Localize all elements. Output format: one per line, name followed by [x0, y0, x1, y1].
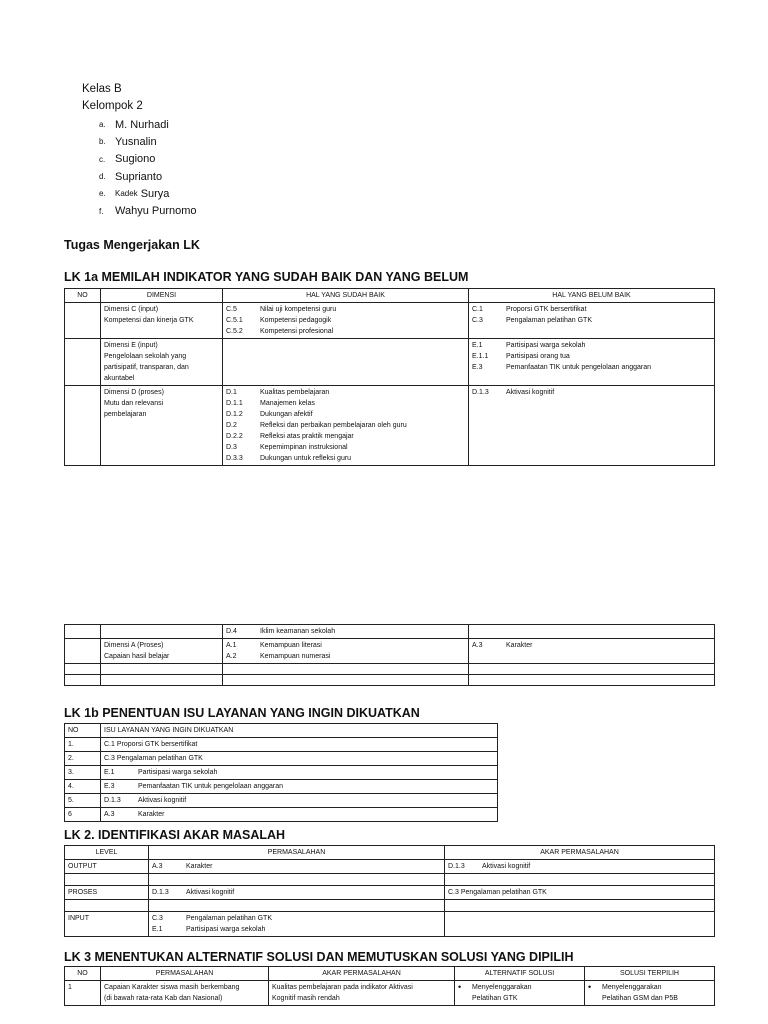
lk1b-table — [64, 723, 498, 822]
no-cell: 5. — [65, 794, 101, 808]
permasalahan-cell — [149, 886, 445, 900]
level-cell: OUTPUT — [65, 860, 149, 874]
dimensi-line: Dimensi D (proses) — [104, 389, 164, 396]
table-row — [65, 766, 498, 780]
kelas-label: Kelas B — [82, 83, 122, 95]
indicator-text: Aktivasi kognitif — [506, 389, 555, 396]
no-cell: 1. — [65, 738, 101, 752]
lk1a-title: LK 1a MEMILAH INDIKATOR YANG SUDAH BAIK DAN YANG BELUM — [64, 270, 469, 284]
indicator-code: E.1.1 — [472, 353, 489, 360]
level-cell: INPUT — [65, 912, 149, 937]
tugas-heading: Tugas Mengerjakan LK — [64, 238, 200, 252]
indicator-text: Proporsi GTK bersertifikat — [506, 306, 587, 313]
table-row — [65, 912, 715, 937]
indicator-line — [226, 420, 465, 431]
indicator-text: Refleksi dan perbaikan pembelajaran oleh guru — [260, 422, 407, 429]
isu-line — [104, 795, 494, 806]
empty-cell — [223, 675, 469, 686]
indicator-code: C.5.2 — [226, 328, 243, 335]
table-row — [65, 752, 498, 766]
cell-line: Kualitas pembelajaran pada indikator Aktivasi — [272, 984, 413, 991]
column-header: HAL YANG SUDAH BAIK — [223, 289, 469, 303]
akar-cell — [269, 981, 455, 1006]
indicator-code: E.1 — [152, 926, 163, 933]
cell-line: Pelatihan GSM dan P5B — [602, 995, 678, 1002]
table-row — [65, 738, 498, 752]
member-letter: f. — [99, 206, 104, 216]
indicator-code: D.2 — [226, 422, 237, 429]
indicator-text: Kompetensi profesional — [260, 328, 334, 335]
indicator-code: D.4 — [226, 628, 237, 635]
belum-baik-cell — [469, 625, 715, 639]
column-header: AKAR PERMASALAHAN — [269, 967, 455, 981]
sudah-baik-cell — [223, 303, 469, 339]
dimensi-line: Capaian hasil belajar — [104, 653, 170, 660]
empty-row — [65, 675, 715, 686]
belum-baik-cell — [469, 339, 715, 386]
indicator-line — [226, 431, 465, 442]
indicator-text: Refleksi atas praktik mengajar — [260, 433, 354, 440]
column-header: SOLUSI TERPILIH — [585, 967, 715, 981]
column-header: ISU LAYANAN YANG INGIN DIKUATKAN — [101, 724, 498, 738]
bullet-text — [602, 982, 678, 1004]
empty-row — [65, 900, 715, 912]
indicator-text: Nilai uji kompetensi guru — [260, 306, 337, 313]
no-cell: 3. — [65, 766, 101, 780]
indicator-line — [152, 924, 441, 935]
member-letter: e. — [99, 189, 106, 199]
bullet-icon: • — [458, 982, 462, 992]
bullet-item — [458, 982, 581, 1004]
dimensi-cell — [101, 639, 223, 664]
indicator-text: Manajemen kelas — [260, 400, 315, 407]
no-cell: 1 — [65, 981, 101, 1006]
indicator-code: E.3 — [472, 364, 483, 371]
table-row — [65, 860, 715, 874]
indicator-text: Partisipasi warga sekolah — [138, 769, 218, 776]
cell-line: Capaian Karakter siswa masih berkembang — [104, 984, 240, 991]
empty-cell — [469, 664, 715, 675]
indicator-text: Aktivasi kognitif — [482, 863, 531, 870]
indicator-line — [226, 453, 465, 464]
permasalahan-cell — [149, 860, 445, 874]
bullet-item — [588, 982, 711, 1004]
indicator-line — [152, 913, 441, 924]
indicator-line — [226, 640, 465, 651]
isu-cell — [101, 794, 498, 808]
member-letter: c. — [99, 154, 106, 164]
no-cell: 4. — [65, 780, 101, 794]
indicator-code: D.1.2 — [226, 411, 243, 418]
cell-line: Pelatihan GTK — [472, 995, 518, 1002]
sudah-baik-cell — [223, 339, 469, 386]
indicator-text: Kepemimpinan instruksional — [260, 444, 348, 451]
indicator-code: C.1 — [472, 306, 483, 313]
column-header: PERMASALAHAN — [101, 967, 269, 981]
isu-line — [104, 781, 494, 792]
indicator-code: E.3 — [104, 783, 115, 790]
no-cell — [65, 639, 101, 664]
lk3-title: LK 3 MENENTUKAN ALTERNATIF SOLUSI DAN MEMUTUSKAN SOLUSI YANG DIPILIH — [64, 950, 574, 964]
column-header: PERMASALAHAN — [149, 846, 445, 860]
indicator-line — [226, 442, 465, 453]
member-letter: d. — [99, 172, 106, 182]
akar-cell — [445, 860, 715, 874]
table-row — [65, 780, 498, 794]
indicator-code: A.1 — [226, 642, 237, 649]
indicator-text: Partisipasi warga sekolah — [186, 926, 266, 933]
table-row — [65, 639, 715, 664]
indicator-text: Dukungan afektif — [260, 411, 313, 418]
dimensi-line: pembelajaran — [104, 411, 147, 418]
dimensi-cell — [101, 386, 223, 466]
indicator-line — [152, 861, 441, 872]
column-header: NO — [65, 289, 101, 303]
table-row — [65, 808, 498, 822]
indicator-code: E.1 — [472, 342, 483, 349]
indicator-text: C.3 Pengalaman pelatihan GTK — [104, 755, 203, 762]
empty-cell — [65, 874, 149, 886]
dimensi-line: Pengelolaan sekolah yang — [104, 353, 187, 360]
empty-cell — [101, 675, 223, 686]
indicator-text: Karakter — [506, 642, 533, 649]
no-cell — [65, 303, 101, 339]
isu-line — [104, 767, 494, 778]
indicator-code: D.1.3 — [152, 889, 169, 896]
indicator-text: Kemampuan numerasi — [260, 653, 331, 660]
belum-baik-cell — [469, 639, 715, 664]
indicator-line — [226, 626, 465, 637]
indicator-code: D.1.3 — [448, 863, 465, 870]
table-row — [65, 339, 715, 386]
dimensi-line: Dimensi E (input) — [104, 342, 158, 349]
indicator-text: C.1 Proporsi GTK bersertifikat — [104, 741, 198, 748]
isu-line — [104, 809, 494, 820]
indicator-text: Partisipasi warga sekolah — [506, 342, 586, 349]
indicator-text: Pemanfaatan TIK untuk pengelolaan anggaran — [138, 783, 284, 790]
member-name: M. Nurhadi — [115, 118, 169, 131]
column-header: HAL YANG BELUM BAIK — [469, 289, 715, 303]
sudah-baik-cell — [223, 625, 469, 639]
indicator-text: Kualitas pembelajaran — [260, 389, 330, 396]
indicator-code: D.2.2 — [226, 433, 243, 440]
indicator-text: Kemampuan literasi — [260, 642, 322, 649]
isu-cell — [101, 752, 498, 766]
indicator-code: A.3 — [104, 811, 115, 818]
indicator-code: C.3 — [152, 915, 163, 922]
dimensi-cell — [101, 625, 223, 639]
empty-cell — [65, 664, 101, 675]
empty-cell — [149, 900, 445, 912]
indicator-text: Aktivasi kognitif — [138, 797, 187, 804]
dimensi-line: Dimensi C (input) — [104, 306, 159, 313]
permasalahan-cell — [149, 912, 445, 937]
indicator-line — [472, 640, 711, 651]
sudah-baik-cell — [223, 386, 469, 466]
indicator-line — [472, 351, 711, 362]
dimensi-line: Kompetensi dan kinerja GTK — [104, 317, 194, 324]
indicator-code: D.1.3 — [104, 797, 121, 804]
no-cell: 6 — [65, 808, 101, 822]
table-row — [65, 886, 715, 900]
indicator-code: D.3.3 — [226, 455, 243, 462]
indicator-line — [226, 387, 465, 398]
indicator-code: D.1.3 — [472, 389, 489, 396]
kelompok-label: Kelompok 2 — [82, 100, 143, 112]
dimensi-line: Dimensi A (Proses) — [104, 642, 164, 649]
member-item — [99, 133, 197, 150]
member-name: Sugiono — [115, 153, 156, 166]
member-name: Yusnalin — [115, 135, 157, 148]
column-header: ALTERNATIF SOLUSI — [455, 967, 585, 981]
indicator-line — [226, 409, 465, 420]
indicator-text: Kompetensi pedagogik — [260, 317, 332, 324]
level-cell: PROSES — [65, 886, 149, 900]
indicator-text: Pengalaman pelatihan GTK — [186, 915, 272, 922]
member-item — [99, 116, 197, 133]
bullet-text — [472, 982, 532, 1004]
empty-cell — [101, 664, 223, 675]
belum-baik-cell — [469, 386, 715, 466]
cell-line: Menyelenggarakan — [472, 984, 532, 991]
empty-cell — [445, 874, 715, 886]
isu-cell — [101, 766, 498, 780]
empty-cell — [65, 675, 101, 686]
indicator-code: D.1.1 — [226, 400, 243, 407]
empty-cell — [469, 675, 715, 686]
indicator-text: Karakter — [186, 863, 213, 870]
lk3-table — [64, 966, 715, 1006]
indicator-line — [472, 362, 711, 373]
dimensi-cell — [101, 303, 223, 339]
isu-cell — [101, 808, 498, 822]
bullet-icon: • — [588, 982, 592, 992]
table-row — [65, 386, 715, 466]
indicator-line — [226, 398, 465, 409]
indicator-text: Pengalaman pelatihan GTK — [506, 317, 592, 324]
lk2-table — [64, 845, 715, 937]
table-row — [65, 303, 715, 339]
no-cell — [65, 339, 101, 386]
lk1b-title: LK 1b PENENTUAN ISU LAYANAN YANG INGIN DIKUATKAN — [64, 706, 420, 720]
cell-line: Menyelenggarakan — [602, 984, 662, 991]
akar-cell — [445, 912, 715, 937]
no-cell: 2. — [65, 752, 101, 766]
indicator-line — [226, 326, 465, 337]
member-prefix: Kadek — [115, 189, 138, 199]
table-row — [65, 981, 715, 1006]
member-item — [99, 185, 197, 202]
indicator-text: Iklim keamanan sekolah — [260, 628, 336, 635]
empty-cell — [223, 664, 469, 675]
belum-baik-cell — [469, 303, 715, 339]
indicator-line — [226, 315, 465, 326]
sudah-baik-cell — [223, 639, 469, 664]
member-name: Wahyu Purnomo — [115, 205, 197, 218]
indicator-text: Partisipasi orang tua — [506, 353, 570, 360]
table-row — [65, 794, 498, 808]
cell-line: Kognitif masih rendah — [272, 995, 340, 1002]
indicator-code: A.3 — [152, 863, 163, 870]
empty-cell — [65, 900, 149, 912]
indicator-line — [226, 651, 465, 662]
indicator-code: A.3 — [472, 642, 483, 649]
column-header: NO — [65, 724, 101, 738]
isu-cell — [101, 738, 498, 752]
member-item — [99, 202, 197, 219]
member-item — [99, 168, 197, 185]
indicator-code: D.1 — [226, 389, 237, 396]
member-item — [99, 151, 197, 168]
lk2-title: LK 2. IDENTIFIKASI AKAR MASALAH — [64, 828, 286, 842]
indicator-text: Aktivasi kognitif — [186, 889, 235, 896]
dimensi-line: akuntabel — [104, 375, 135, 382]
terpilih-cell — [585, 981, 715, 1006]
indicator-text: Dukungan untuk refleksi guru — [260, 455, 352, 462]
indicator-line — [472, 387, 711, 398]
indicator-code: E.1 — [104, 769, 115, 776]
indicator-line — [472, 340, 711, 351]
dimensi-cell — [101, 339, 223, 386]
indicator-line — [472, 304, 711, 315]
column-header: DIMENSI — [101, 289, 223, 303]
indicator-line — [152, 887, 441, 898]
empty-cell — [445, 900, 715, 912]
member-letter: a. — [99, 120, 106, 130]
column-header: NO — [65, 967, 101, 981]
dimensi-line: partisipatif, transparan, dan — [104, 364, 189, 371]
empty-row — [65, 664, 715, 675]
no-cell — [65, 625, 101, 639]
indicator-line — [472, 315, 711, 326]
indicator-code: D.3 — [226, 444, 237, 451]
indicator-text: Karakter — [138, 811, 165, 818]
indicator-code: C.5 — [226, 306, 237, 313]
no-cell — [65, 386, 101, 466]
member-letter: b. — [99, 137, 106, 147]
isu-cell — [101, 780, 498, 794]
indicator-line — [226, 304, 465, 315]
lk1a-continued-table — [64, 624, 715, 686]
alternatif-cell — [455, 981, 585, 1006]
member-name: Suprianto — [115, 170, 163, 183]
akar-cell: C.3 Pengalaman pelatihan GTK — [445, 886, 715, 900]
member-name: Surya — [140, 187, 170, 200]
indicator-code: A.2 — [226, 653, 237, 660]
indicator-code: C.5.1 — [226, 317, 243, 324]
permasalahan-cell — [101, 981, 269, 1006]
column-header: AKAR PERMASALAHAN — [445, 846, 715, 860]
empty-row — [65, 874, 715, 886]
indicator-line — [448, 861, 711, 872]
indicator-code: C.3 — [472, 317, 483, 324]
table-row — [65, 625, 715, 639]
lk1a-table — [64, 288, 715, 466]
dimensi-line: Mutu dan relevansi — [104, 400, 164, 407]
cell-line: (di bawah rata-rata Kab dan Nasional) — [104, 995, 223, 1002]
empty-cell — [149, 874, 445, 886]
member-list — [99, 116, 197, 220]
column-header: LEVEL — [65, 846, 149, 860]
indicator-text: Pemanfaatan TIK untuk pengelolaan anggaran — [506, 364, 652, 371]
